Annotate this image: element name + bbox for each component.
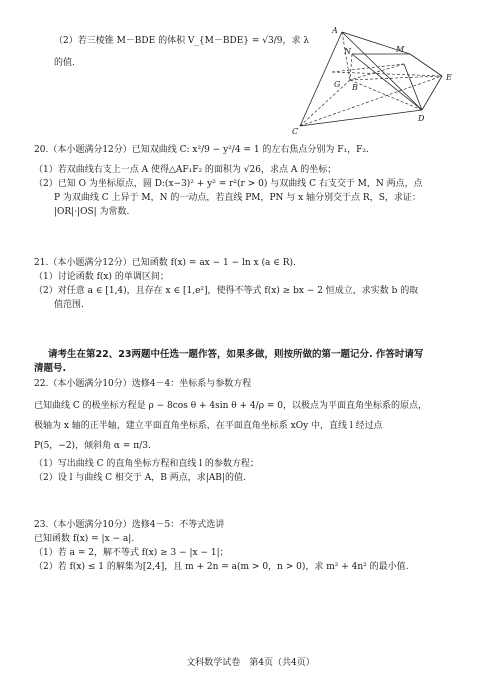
label-E: E	[446, 73, 452, 82]
notice-line2: 清题号.	[34, 363, 67, 374]
q19-part2-line2: 的值.	[54, 58, 75, 68]
label-A: A	[332, 26, 338, 35]
question-20	[34, 143, 479, 219]
q21-part2-b: 值范围.	[54, 300, 84, 310]
pyramid-figure	[292, 24, 462, 139]
q22-head: 22.（本小题满分10分）选修4－4：坐标系与参数方程	[34, 379, 252, 389]
q23-head: 23.（本小题满分10分）选修4－5：不等式选讲	[34, 520, 225, 530]
q20-part1: （1）若双曲线右支上一点 A 使得△AF₁F₂ 的面积为 √26，求点 A 的坐标；	[34, 165, 337, 175]
label-C: C	[292, 127, 299, 136]
notice-line1: 请考生在第22、23两题中任选一题作答，如果多做，则按所做的第一题记分. 作答时请写	[48, 349, 424, 360]
q23-part1: （1）若 a = 2，解不等式 f(x) ≥ 3 − |x − 1|；	[34, 548, 229, 558]
q19-part2	[34, 34, 310, 70]
q21-part2-a: （2）对任意 a ∈ [1,4)，且存在 x ∈ [1,e²]，使得不等式 f(x) ≥ bx − 2 恒成立，求实数 b 的取	[34, 286, 419, 296]
q22-part2: （2）设 l 与曲线 C 相交于 A，B 两点，求|AB|的值.	[34, 473, 246, 483]
q22-part1: （1）写出曲线 C 的直角坐标方程和直线 l 的参数方程；	[34, 459, 259, 469]
q19-part2-line1: （2）若三棱锥 M－BDE 的体积 V_{M－BDE} = √3/9，求 λ	[54, 36, 310, 46]
q23-line1: 已知函数 f(x) = |x − a|.	[34, 534, 135, 544]
q23-part2: （2）若 f(x) ≤ 1 的解集为[2,4]，且 m + 2n = a(m > 0，n > 0)，求 m² + 4n² 的最小值.	[34, 562, 409, 572]
q22-line1: 已知曲线 C 的极坐标方程是 ρ − 8cos θ + 4sin θ + 4/ρ = 0，以极点为平面直角坐标系的原点，	[34, 401, 427, 411]
label-G: G	[334, 80, 341, 89]
question-23	[34, 518, 479, 574]
page-footer: 文科数学试卷 第4页（共4页）	[186, 658, 315, 668]
q22-line2: 极轴为 x 轴的正半轴，建立平面直角坐标系，在平面直角坐标系 xOy 中，直线 l 经过点	[34, 421, 383, 431]
q20-part2-c: |OR|·|OS| 为常数.	[54, 207, 130, 217]
label-D: D	[418, 114, 425, 123]
label-N: N	[344, 47, 351, 56]
question-22	[34, 377, 479, 485]
label-M: M	[396, 45, 405, 54]
question-21	[34, 256, 479, 312]
selection-notice	[34, 348, 479, 376]
q21-head: 21.（本小题满分12分）已知函数 f(x) = ax − 1 − ln x (a ∈ R).	[34, 258, 296, 268]
label-B: B	[352, 83, 358, 92]
q22-line3: P(5，−2)，倾斜角 α = π/3.	[34, 441, 151, 451]
q20-head: 20.（本小题满分12分）已知双曲线 C: x²/9 − y²/4 = 1 的左右焦点分别为 F₁，F₂.	[34, 145, 369, 155]
q20-part2-b: P 为双曲线 C 上异于 M，N 的一动点，若直线 PM，PN 与 x 轴分别交于点 R，S，求证：	[54, 193, 421, 203]
q20-part2-a: （2）已知 O 为坐标原点，圆 D:(x−3)² + y² = r²(r > 0) 与双曲线 C 右支交于 M，N 两点，点	[34, 179, 423, 189]
q21-part1: （1）讨论函数 f(x) 的单调区间；	[34, 272, 169, 282]
